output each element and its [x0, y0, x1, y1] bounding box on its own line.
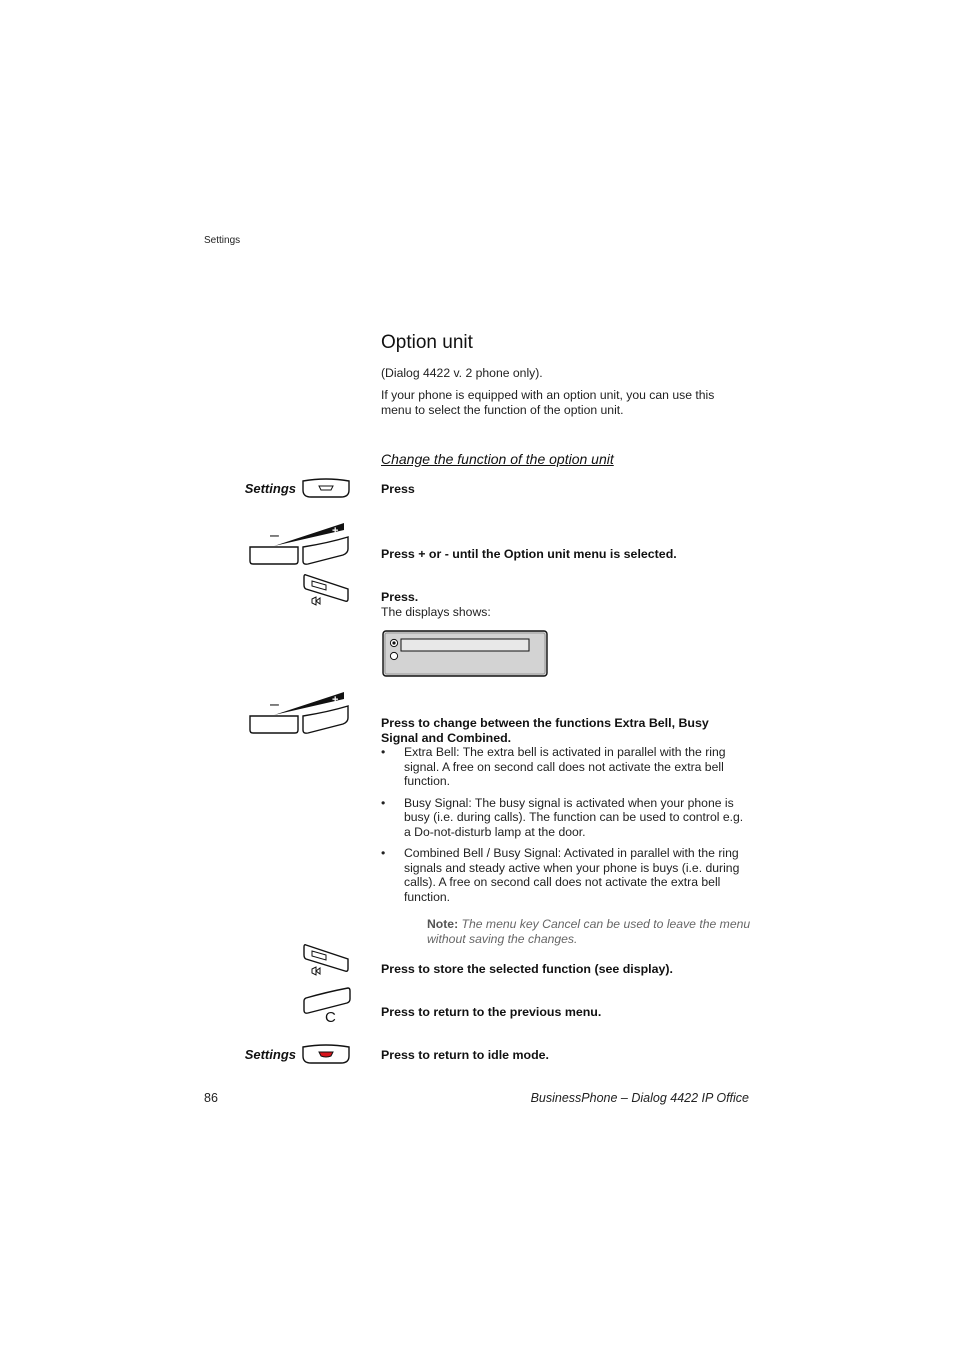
- settings-key-label: Settings: [244, 481, 296, 496]
- list-item: • Extra Bell: The extra bell is activated in parallel with the ring signal. A free on second call does not activate the extra bell function.: [381, 745, 751, 789]
- procedure-heading: Change the function of the option unit: [381, 451, 614, 467]
- ok-key-icon: [302, 573, 352, 611]
- svg-text:–: –: [270, 527, 279, 544]
- phone-display-icon: [382, 630, 548, 677]
- settings-key-icon: [301, 478, 351, 500]
- function-list: [381, 745, 751, 911]
- step-press-store: Press to store the selected function (see display).: [381, 962, 673, 976]
- ok-key-icon-2: [302, 943, 352, 981]
- note-text: The menu key Cancel can be used to leave the menu without saving the changes.: [427, 917, 751, 946]
- cancel-note: [427, 917, 757, 947]
- document-title: BusinessPhone – Dialog 4422 IP Office: [530, 1091, 749, 1105]
- svg-text:+: +: [332, 525, 339, 537]
- model-note: (Dialog 4422 v. 2 phone only).: [381, 366, 543, 380]
- step-press-idle: Press to return to idle mode.: [381, 1048, 549, 1062]
- step-press-return: Press to return to the previous menu.: [381, 1005, 602, 1019]
- intro-description: If your phone is equipped with an option unit, you can use this menu to select the function of the option unit.: [381, 388, 715, 417]
- list-item: • Combined Bell / Busy Signal: Activated in parallel with the ring signals and steady active when your phone is buys (i.e. during calls). A free on second call does not activate the extra bell function.: [381, 846, 751, 904]
- step-press-change: Press to change between the functions Extra Bell, Busy Signal and Combined.: [381, 716, 709, 745]
- step-press: Press: [381, 482, 415, 496]
- display-shows-text: The displays shows:: [381, 605, 491, 619]
- settings-key-label-2: Settings: [244, 1047, 296, 1062]
- list-item: • Busy Signal: The busy signal is activated when your phone is busy (i.e. during calls). The function can be used to control e.g. a Do-not-disturb lamp at the door.: [381, 796, 751, 840]
- clear-key-letter: C: [325, 1009, 336, 1026]
- svg-text:–: –: [270, 696, 279, 713]
- section-label: Settings: [204, 235, 241, 246]
- svg-text:+: +: [332, 694, 339, 706]
- step-press-ok: Press.: [381, 590, 419, 604]
- note-label: Note:: [427, 917, 459, 931]
- settings-key-red-icon: [301, 1044, 351, 1066]
- page-title: Option unit: [381, 332, 473, 353]
- page-number: 86: [204, 1091, 218, 1105]
- volume-keys-icon-2: [248, 688, 352, 736]
- step-press-plus-minus: Press + or - until the Option unit menu is selected.: [381, 547, 677, 561]
- volume-keys-icon: [248, 519, 352, 567]
